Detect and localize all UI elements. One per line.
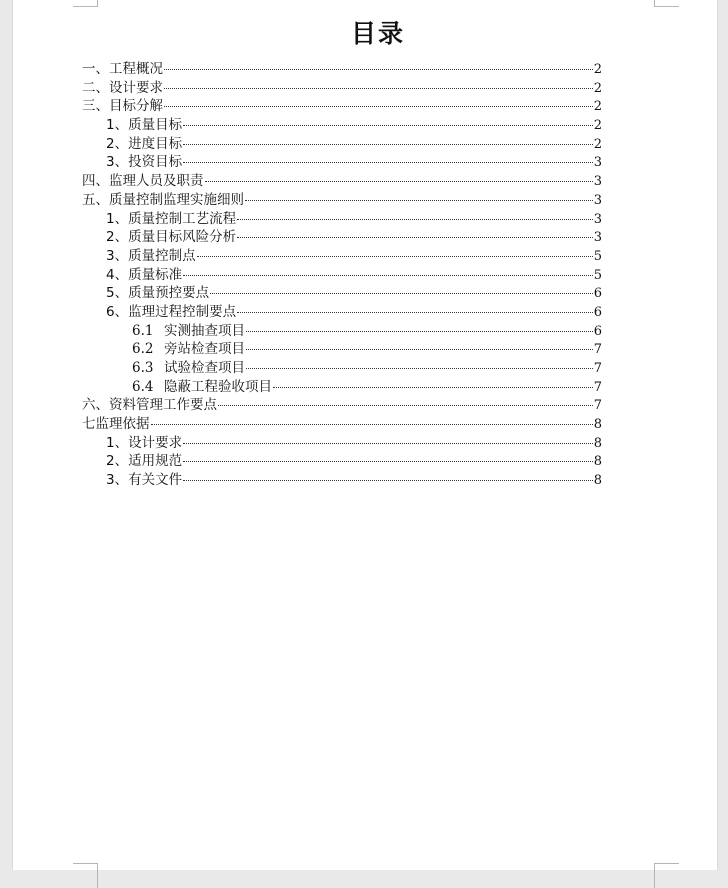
toc-page-number: 7 xyxy=(593,342,602,358)
toc-entry-label: 1、设计要求 xyxy=(106,434,183,451)
dot-leader xyxy=(197,256,593,257)
toc-entry[interactable] xyxy=(82,79,602,98)
toc-title: 目录 xyxy=(350,19,405,48)
toc-entry[interactable] xyxy=(82,172,602,191)
dot-leader xyxy=(273,387,593,388)
toc-entry[interactable] xyxy=(82,471,602,490)
toc-entry-number: 6.4 xyxy=(132,378,154,395)
toc-entry-number: 6.3 xyxy=(132,360,154,376)
dot-leader xyxy=(151,424,593,425)
toc-page-number: 8 xyxy=(593,454,602,470)
toc-entry-label: 五、质量控制监理实施细则 xyxy=(82,191,244,208)
toc-entry[interactable] xyxy=(82,452,602,471)
dot-leader xyxy=(164,106,593,107)
toc-page-number: 2 xyxy=(593,80,602,96)
toc-page-number: 8 xyxy=(593,435,602,451)
toc-page-number: 3 xyxy=(593,174,602,190)
toc-entry-label: 3、投资目标 xyxy=(106,154,183,171)
toc-entry-label: 2、适用规范 xyxy=(106,453,183,470)
toc-entry-label: 4、质量标准 xyxy=(106,266,183,283)
toc-page-number: 6 xyxy=(593,304,602,320)
toc-entry-label: 六、资料管理工作要点 xyxy=(82,397,217,414)
toc-entry[interactable] xyxy=(82,266,602,285)
toc-entry-number: 6.2 xyxy=(132,341,154,358)
dot-leader xyxy=(237,312,593,313)
toc-entry[interactable] xyxy=(82,396,602,415)
table-of-contents xyxy=(82,60,602,490)
dot-leader xyxy=(183,480,593,481)
toc-entry-label: 5、质量预控要点 xyxy=(106,285,210,302)
toc-entry[interactable] xyxy=(82,434,602,453)
toc-entry[interactable] xyxy=(82,116,602,135)
dot-leader xyxy=(164,88,593,89)
dot-leader xyxy=(246,331,593,332)
toc-entry-label: 三、目标分解 xyxy=(82,98,163,115)
toc-entry-label: 七监理依据 xyxy=(82,416,150,433)
page-corner-mark xyxy=(654,0,679,7)
toc-page-number: 7 xyxy=(593,361,602,376)
toc-entry-label: 2、质量目标风险分析 xyxy=(106,229,237,246)
dot-leader xyxy=(164,69,593,70)
toc-entry[interactable] xyxy=(82,228,602,247)
dot-leader xyxy=(183,461,593,462)
page-corner-mark xyxy=(73,863,98,888)
toc-page-number: 5 xyxy=(593,248,602,264)
toc-entry[interactable] xyxy=(82,415,602,434)
toc-page-number: 8 xyxy=(593,417,602,433)
toc-entry[interactable] xyxy=(82,303,602,322)
dot-leader xyxy=(205,181,593,182)
toc-page-number: 2 xyxy=(593,62,602,77)
toc-entry-number: 6.1 xyxy=(132,322,154,339)
toc-entry-label: 一、工程概况 xyxy=(82,61,163,77)
toc-entry-label: 2、进度目标 xyxy=(106,135,183,152)
toc-entry[interactable] xyxy=(82,97,602,116)
toc-entry-label: 旁站检查项目 xyxy=(164,341,245,358)
dot-leader xyxy=(218,405,593,406)
toc-entry[interactable] xyxy=(82,340,602,359)
toc-entry-label: 隐蔽工程验收项目 xyxy=(164,378,272,395)
toc-entry[interactable] xyxy=(82,191,602,210)
toc-entry-label: 6、监理过程控制要点 xyxy=(106,303,237,320)
toc-page-number: 3 xyxy=(593,155,602,171)
toc-page-number: 2 xyxy=(593,99,602,115)
dot-leader xyxy=(183,125,593,126)
dot-leader xyxy=(246,349,593,350)
dot-leader xyxy=(237,219,593,220)
toc-entry-label: 1、质量目标 xyxy=(106,117,183,134)
toc-page-number: 7 xyxy=(593,379,602,395)
toc-page-number: 8 xyxy=(593,473,602,489)
toc-entry-label: 二、设计要求 xyxy=(82,79,163,96)
toc-entry[interactable] xyxy=(82,378,602,397)
toc-entry[interactable] xyxy=(82,322,602,341)
toc-page-number: 7 xyxy=(593,398,602,414)
toc-page-number: 2 xyxy=(593,118,602,134)
toc-entry[interactable] xyxy=(82,210,602,229)
toc-page-number: 3 xyxy=(593,211,602,227)
toc-entry[interactable] xyxy=(82,247,602,266)
dot-leader xyxy=(210,293,593,294)
toc-entry-label: 1、质量控制工艺流程 xyxy=(106,210,237,227)
toc-entry-label: 试验检查项目 xyxy=(164,360,245,376)
dot-leader xyxy=(237,237,593,238)
dot-leader xyxy=(183,443,593,444)
toc-page-number: 3 xyxy=(593,192,602,208)
dot-leader xyxy=(183,162,593,163)
toc-entry-label: 3、有关文件 xyxy=(106,472,183,489)
toc-page-number: 2 xyxy=(593,136,602,152)
dot-leader xyxy=(183,275,593,276)
toc-page-number: 6 xyxy=(593,286,602,302)
toc-entry[interactable] xyxy=(82,153,602,172)
toc-entry-label: 实测抽查项目 xyxy=(164,322,245,339)
toc-page-number: 6 xyxy=(593,323,602,339)
toc-page-number: 3 xyxy=(593,230,602,246)
dot-leader xyxy=(245,200,593,201)
toc-entry[interactable] xyxy=(82,284,602,303)
page-corner-mark xyxy=(73,0,98,7)
toc-entry-label: 3、质量控制点 xyxy=(106,247,196,264)
dot-leader xyxy=(183,144,593,145)
toc-entry[interactable] xyxy=(82,135,602,154)
page-corner-mark xyxy=(654,863,679,888)
toc-entry-label: 四、监理人员及职责 xyxy=(82,173,204,190)
toc-page-number: 5 xyxy=(593,267,602,283)
toc-entry[interactable] xyxy=(82,359,602,378)
toc-entry[interactable] xyxy=(82,60,602,79)
dot-leader xyxy=(246,368,593,369)
